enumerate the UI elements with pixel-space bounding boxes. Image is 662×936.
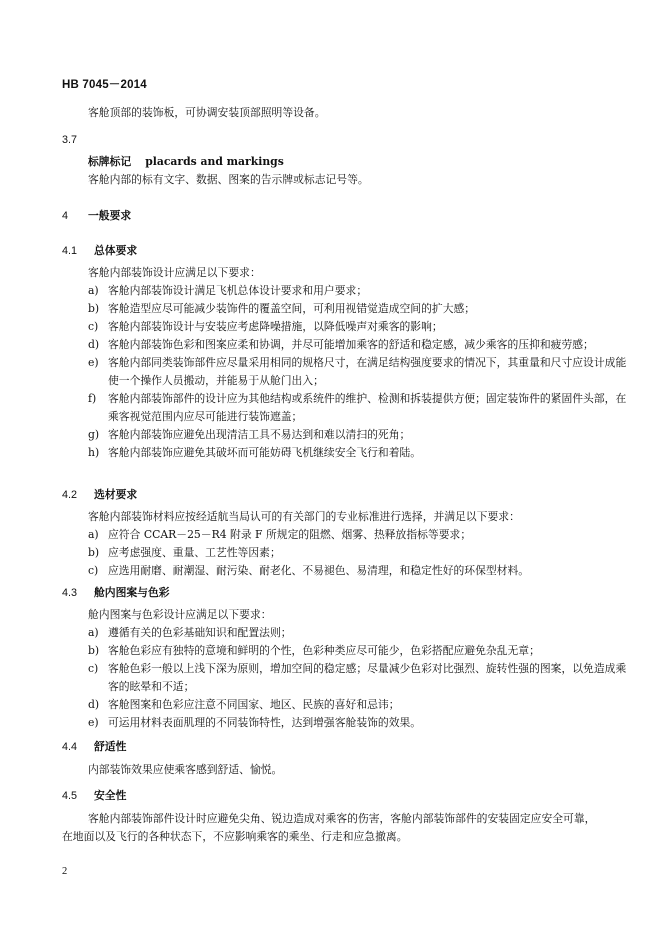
clause-4-4-heading [62,738,602,756]
clause-4-2-heading [62,486,602,504]
document-header: HB 7045－2014 [62,79,147,91]
continuation-paragraph: 客舱顶部的装饰板，可协调安装顶部照明等设备。 [88,106,326,119]
term-zh: 标牌标记 [88,155,132,168]
list-item: e) 可运用材料表面肌理的不同装饰特性，达到增强客舱装饰的效果。 [88,716,422,729]
list-item: b) 应考虑强度、重量、工艺性等因素； [88,546,281,559]
clause-4-1-heading [62,242,602,260]
list-item: g) 客舱内部装饰应避免出现清洁工具不易达到和难以清扫的死角； [88,428,411,441]
clause-4-5-number: 4.5 [62,790,78,802]
clause-4-3-number: 4.3 [62,587,78,599]
list-item: h) 客舱内部装饰应避免其破坏而可能妨碍飞机继续安全飞行和着陆。 [88,446,422,459]
clause-4-1-number: 4.1 [62,245,78,257]
clause-4-2-list [62,526,628,580]
clause-3-7-definition: 客舱内部的标有文字、数据、图案的告示牌或标志记号等。 [88,173,369,186]
list-item: e) 客舱内部同类装饰部件应尽量采用相同的规格尺寸，在满足结构强度要求的情况下，其重量和尺寸应设计成能使一个操作人员搬动，并能易于从舱门出入； [88,356,627,387]
section-4-heading [62,207,602,225]
clause-4-1-title: 总体要求 [94,245,138,257]
list-item: c) 客舱色彩一般以上浅下深为原则，增加空间的稳定感；尽量减少色彩对比强烈、旋转性强的图案，以免造成乘客的眩晕和不适； [88,662,627,693]
page-number: 2 [62,866,68,877]
term-en: placards and markings [145,155,284,168]
clause-4-3-intro: 舱内图案与色彩设计应满足以下要求： [88,608,272,621]
clause-4-3-list [62,624,628,732]
clause-4-1-intro: 客舱内部装饰设计应满足以下要求： [88,266,261,279]
clause-4-5-heading [62,787,602,805]
clause-4-4-title: 舒适性 [94,741,127,753]
section-4-number: 4 [62,210,69,222]
clause-4-5-title: 安全性 [94,790,127,802]
list-item: a) 应符合 CCAR－25－R4 附录 F 所规定的阻燃、烟雾、热释放指标等要求； [88,528,472,541]
clause-4-3-title: 舱内图案与色彩 [94,587,170,599]
list-item: a) 客舱内部装饰设计满足飞机总体设计要求和用户要求； [88,284,368,297]
list-item: b) 客舱造型应尽可能减少装饰件的覆盖空间，可利用视错觉造成空间的扩大感； [88,302,476,315]
list-item: c) 客舱内部装饰设计与安装应考虑降噪措施，以降低噪声对乘客的影响； [88,320,443,333]
section-4-title: 一般要求 [88,210,132,222]
clause-3-7-term [62,153,628,171]
clause-4-2-number: 4.2 [62,489,78,501]
clause-4-4-number: 4.4 [62,741,78,753]
clause-4-1-list [62,282,628,462]
clause-4-2-title: 选材要求 [94,489,138,501]
clause-3-7-number: 3.7 [62,134,78,146]
list-item: b) 客舱色彩应有独特的意境和鲜明的个性，色彩种类应尽可能少，色彩搭配应避免杂乱无章； [88,644,540,657]
list-item: f) 客舱内部装饰部件的设计应为其他结构或系统件的维护、检测和拆装提供方便；固定装饰件的紧固件头部，在乘客视觉范围内应尽可能进行装饰遮盖； [88,392,627,423]
clause-4-4-text: 内部装饰效果应使乘客感到舒适、愉悦。 [88,763,283,776]
list-item: a) 遵循有关的色彩基础知识和配置法则； [88,626,292,639]
list-item: c) 应选用耐磨、耐潮湿、耐污染、耐老化、不易褪色、易清理，和稳定性好的环保型材料。 [88,564,530,577]
list-item: d) 客舱图案和色彩应注意不同国家、地区、民族的喜好和忌讳； [88,698,400,711]
list-item: d) 客舱内部装饰色彩和图案应柔和协调，并尽可能增加乘客的舒适和稳定感，减少乘客的压抑和疲劳感； [88,338,594,351]
clause-4-2-intro: 客舱内部装饰材料应按经适航当局认可的有关部门的专业标准进行选择，并满足以下要求： [88,510,520,523]
clause-4-3-heading [62,584,602,602]
clause-4-5-text: 客舱内部装饰部件设计时应避免尖角、锐边造成对乘客的伤害，客舱内部装饰部件的安装固定应安全可靠，在地面以及飞行的各种状态下，不应影响乘客的乘坐、行走和应急撤离。 [62,812,596,843]
